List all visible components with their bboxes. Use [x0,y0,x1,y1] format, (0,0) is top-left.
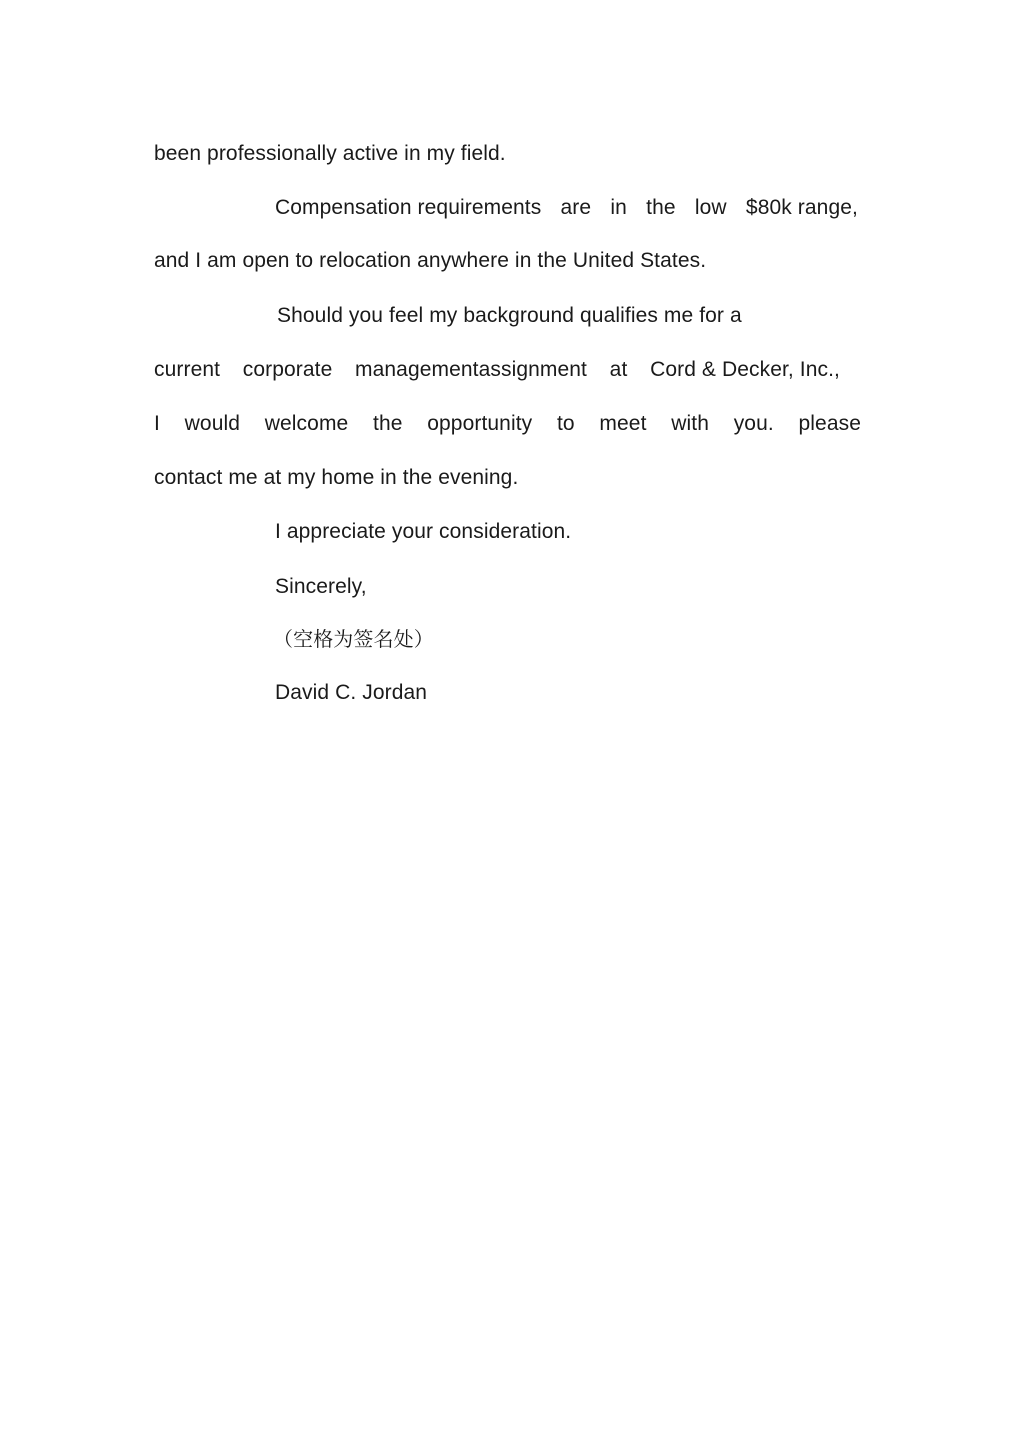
text-line-appreciation: I appreciate your consideration. [275,520,572,543]
text-line-background: Should you feel my background qualifies me for a [277,304,742,327]
word: opportunity [427,412,533,435]
text-line-relocation: and I am open to relocation anywhere in the United States. [154,249,707,272]
word: $80k range, [745,196,858,219]
closing: Sincerely, [275,575,367,598]
word: the [373,412,403,435]
word: with [671,412,709,435]
word: Cord & Decker, Inc., [650,358,840,381]
word: corporate [242,358,333,381]
text-line-contact: contact me at my home in the evening. [154,466,519,489]
word: to [556,412,575,435]
word: would [184,412,241,435]
word: current [154,358,221,381]
signer-name: David C. Jordan [275,681,428,704]
word: are [560,196,592,219]
word: welcome [264,412,349,435]
text-line-field: been professionally active in my field. [154,142,506,165]
word: at [609,358,628,381]
word: meet [599,412,647,435]
word: in [610,196,627,219]
word: you. [733,412,774,435]
text-line-compensation [275,194,858,222]
word: please [798,412,861,435]
word: low [694,196,727,219]
text-line-opportunity [154,410,861,438]
signature-placeholder: （空格为签名处） [273,627,434,651]
text-line-assignment [154,356,840,384]
word: Compensation requirements [275,196,542,219]
word: the [646,196,676,219]
word: managementassignment [355,358,587,381]
word: I [154,412,160,435]
